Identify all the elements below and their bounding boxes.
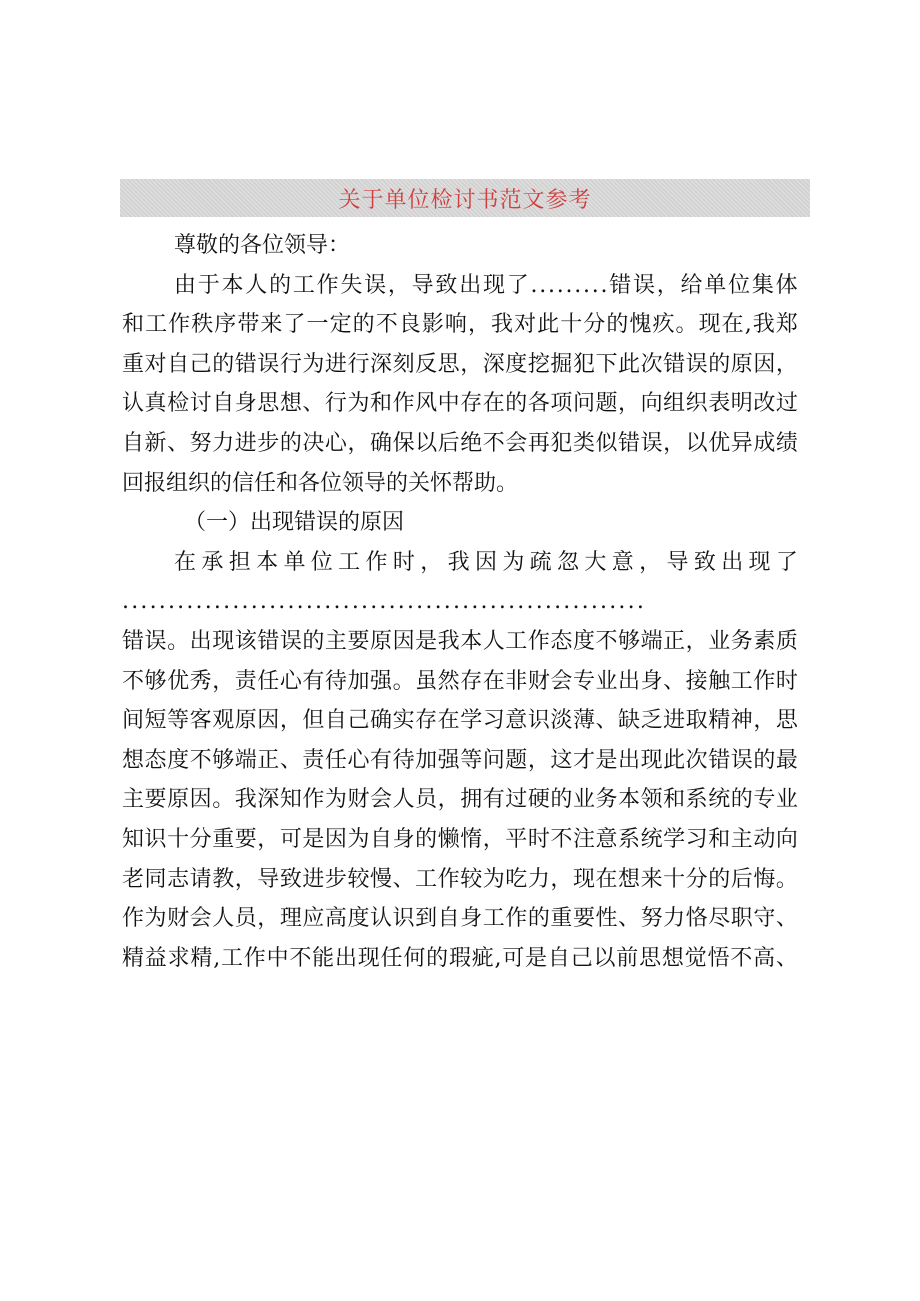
paragraph-line: 回报组织的信任和各位领导的关怀帮助。 <box>122 470 519 496</box>
paragraph-line: 精 益 求 精 , 工 作 中 不 能 出 现 任 何 的 瑕 疵 , 可 是 自 己 以 前 思 想 觉 悟 不 高 、 <box>122 945 798 971</box>
paragraph-line: 错 误 。 出 现 该 错 误 的 主 要 原 因 是 我 本 人 工 作 态 度 不 够 端 正 ， 业 务 素 质 <box>122 628 798 654</box>
paragraph-line: 认 真 检 讨 自 身 思 想 、 行 为 和 作 风 中 存 在 的 各 项 问 题 ， 向 组 织 表 明 改 过 <box>122 391 798 417</box>
salutation: 尊敬的各位领导： <box>174 233 351 258</box>
paragraph-line: 想 态 度 不 够 端 正 、 责 任 心 有 待 加 强 等 问 题 ， 这 才 是 出 现 此 次 错 误 的 最 <box>122 747 798 773</box>
section-heading: （一）出现错误的原因 <box>184 510 405 536</box>
paragraph-line: 在 承 担 本 单 位 工 作 时 ， 我 因 为 疏 忽 大 意 ， 导 致 出 现 了 <box>174 549 798 575</box>
title-banner <box>120 179 810 217</box>
paragraph-line: 和 工 作 秩 序 带 来 了 一 定 的 不 良 影 响 ， 我 对 此 十 分 的 愧 疚 。 现 在 , 我 郑 <box>122 312 798 338</box>
paragraph-line: 间 短 等 客 观 原 因 ， 但 自 己 确 实 存 在 学 习 意 识 淡 薄 、 缺 乏 进 取 精 神 ， 思 <box>122 708 798 734</box>
document-body <box>122 226 798 978</box>
paragraph-line: 不 够 优 秀 ， 责 任 心 有 待 加 强 。 虽 然 存 在 非 财 会 专 业 出 身 、 接 触 工 作 时 <box>122 668 798 694</box>
paragraph-line: 主 要 原 因 。 我 深 知 作 为 财 会 人 员 ， 拥 有 过 硬 的 业 务 本 领 和 系 统 的 专 业 <box>122 787 798 813</box>
paragraph-line: 知 识 十 分 重 要 ， 可 是 因 为 自 身 的 懒 惰 ， 平 时 不 注 意 系 统 学 习 和 主 动 向 <box>122 826 798 852</box>
document-title: 关于单位检讨书范文参考 <box>338 187 592 213</box>
dotted-blank-line: ......................................................... <box>122 589 647 615</box>
paragraph-line: 作 为 财 会 人 员 ， 理 应 高 度 认 识 到 自 身 工 作 的 重 要 性 、 努 力 恪 尽 职 守 、 <box>122 906 798 932</box>
paragraph-line: 自 新 、 努 力 进 步 的 决 心 ， 确 保 以 后 绝 不 会 再 犯 类 似 错 误 ， 以 优 异 成 绩 <box>122 430 798 456</box>
paragraph-line: 重 对 自 己 的 错 误 行 为 进 行 深 刻 反 思 ， 深 度 挖 掘 犯 下 此 次 错 误 的 原 因 ， <box>122 351 798 377</box>
paragraph-line: 由 于 本 人 的 工 作 失 误 ， 导 致 出 现 了 . . . . . . . . . 错 误 ， 给 单 位 集 体 <box>174 272 798 298</box>
paragraph-line: 老 同 志 请 教 ， 导 致 进 步 较 慢 、 工 作 较 为 吃 力 ， 现 在 想 来 十 分 的 后 悔 。 <box>122 866 798 892</box>
